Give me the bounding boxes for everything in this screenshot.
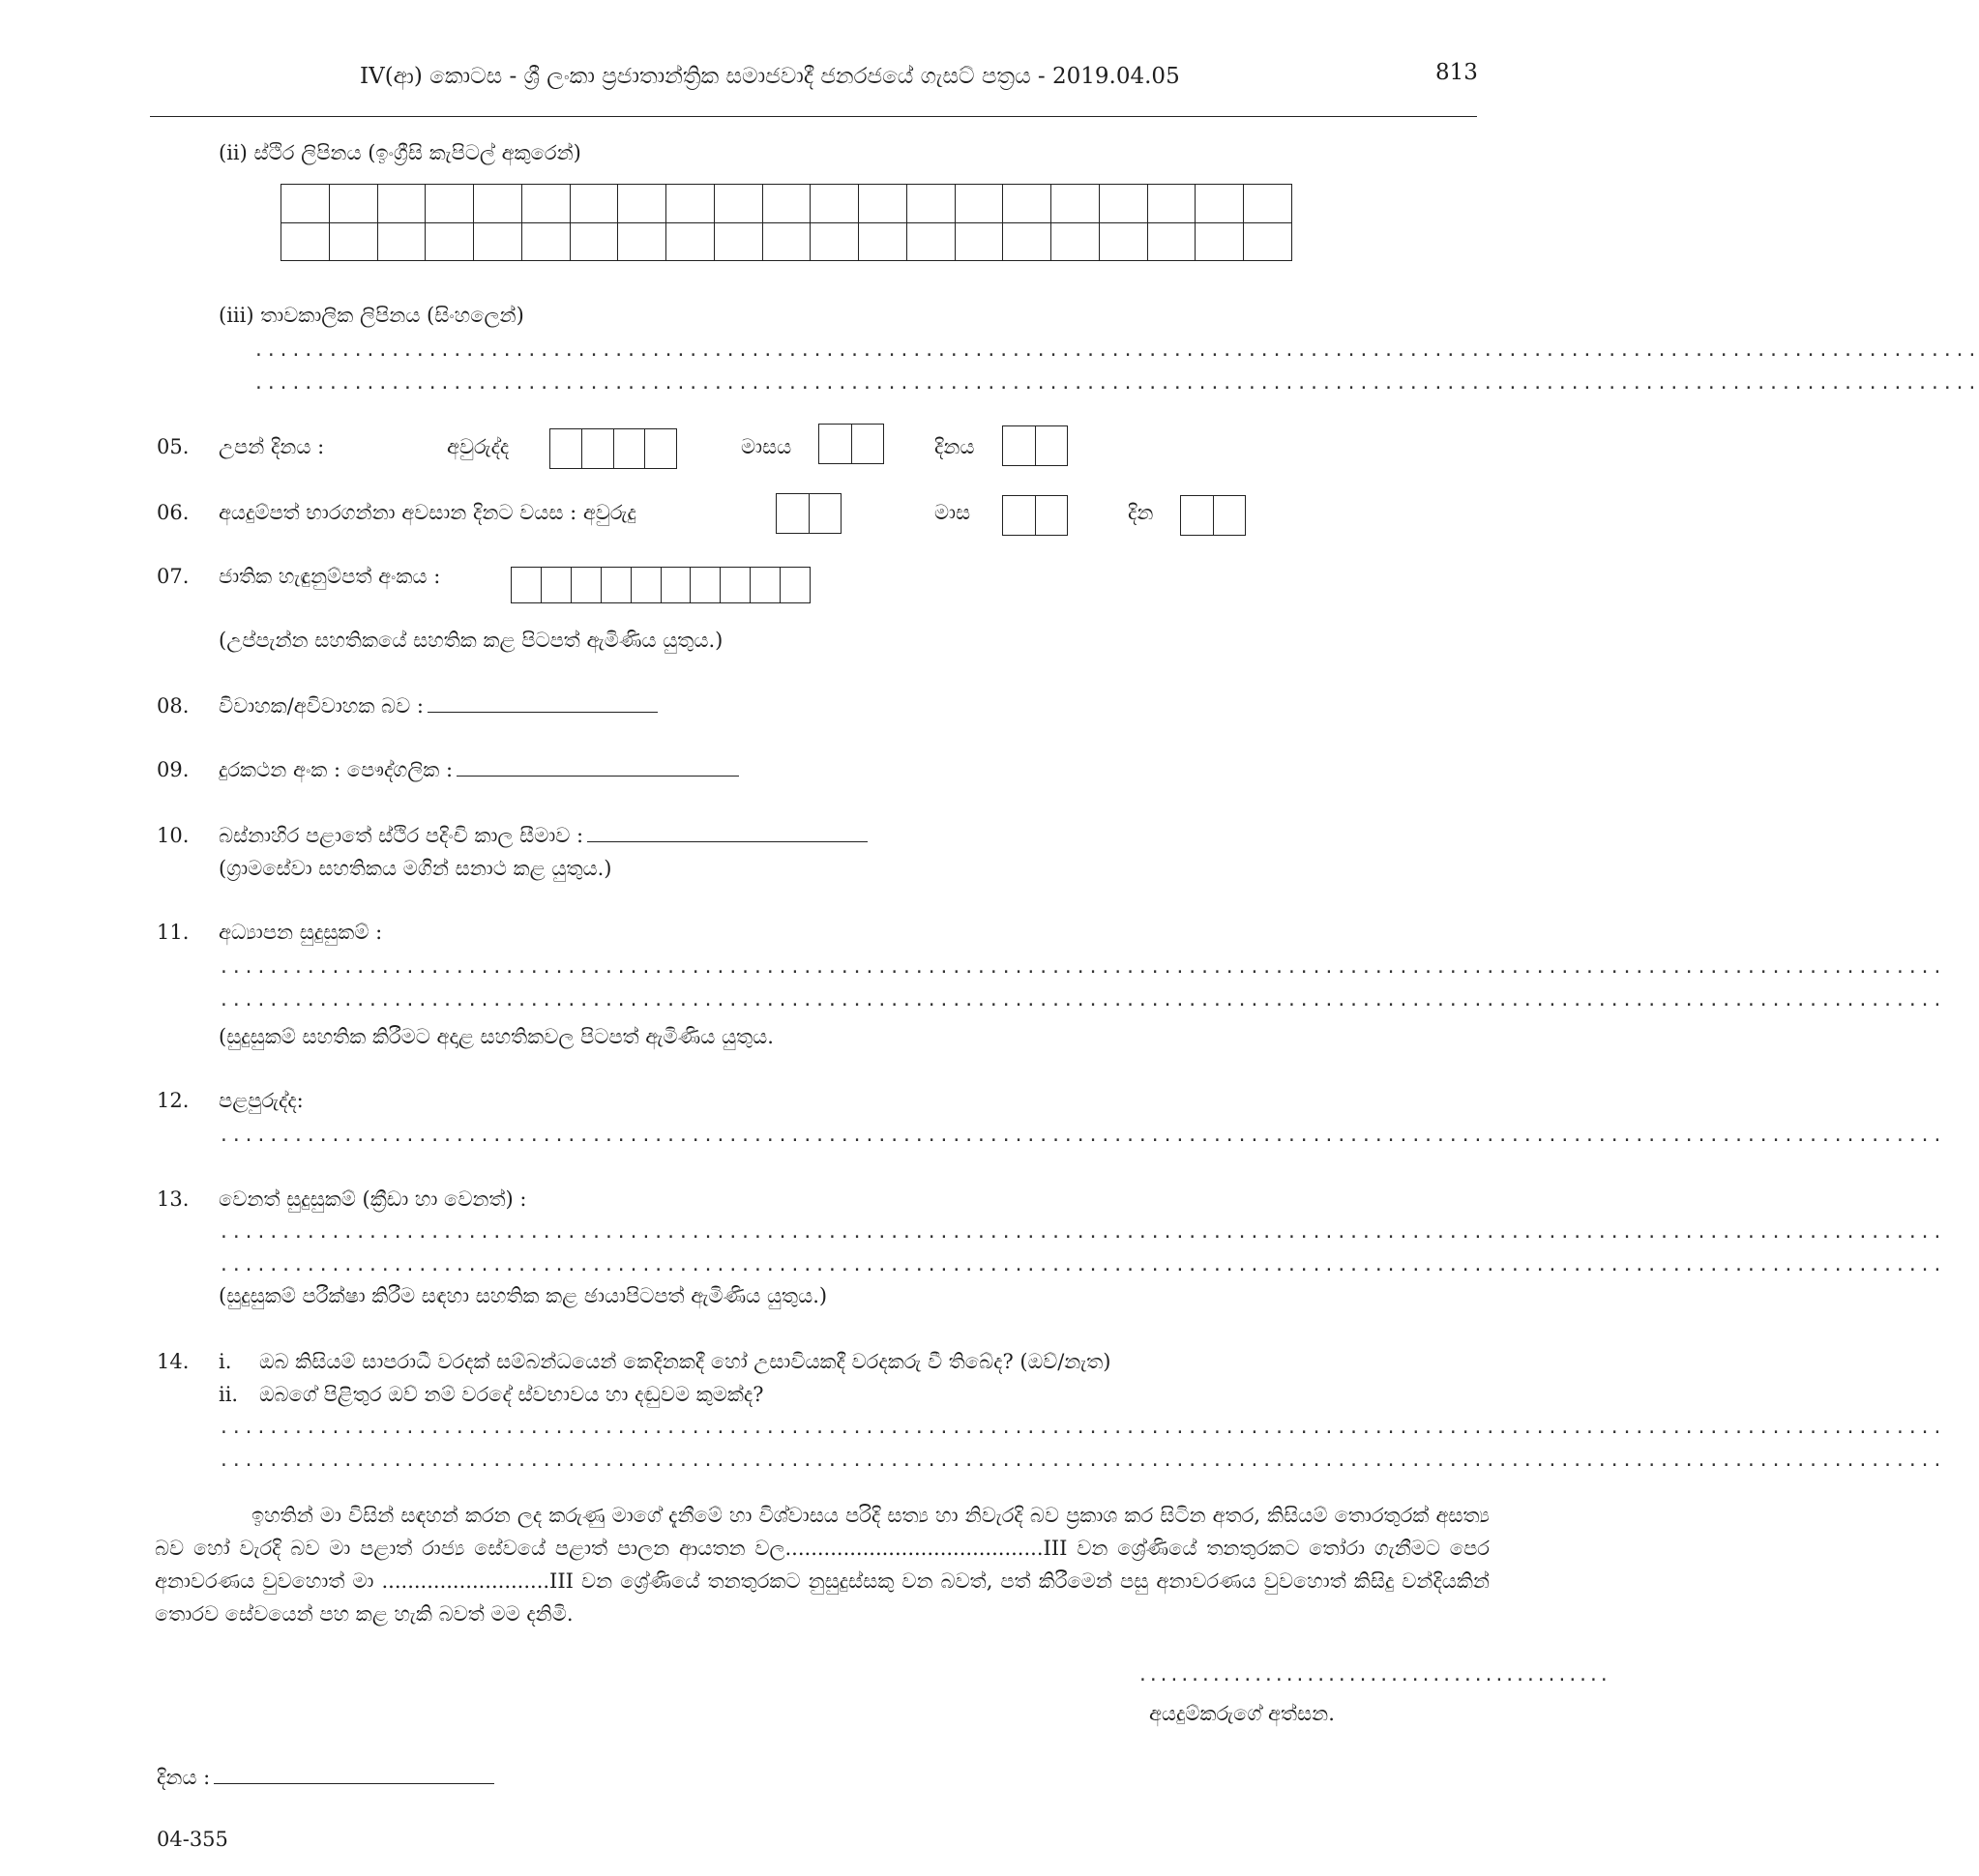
criminal-i-number: i. [219,1350,232,1373]
signature-label: අයදුම්කරුගේ අත්සන. [1149,1702,1335,1725]
address-grid-cell[interactable] [1244,222,1292,261]
address-grid-cell[interactable] [1196,185,1244,223]
date-field[interactable] [157,1764,494,1791]
address-grid-cell[interactable] [955,222,1003,261]
address-grid-cell[interactable] [1196,222,1244,261]
address-grid-cell[interactable] [666,222,715,261]
address-grid-cell[interactable] [906,222,955,261]
address-grid-cell[interactable] [811,222,859,261]
temporary-address-line-1[interactable]: ........................................................................................................................................... [253,340,1979,361]
dob-month-label: මාසය [741,435,792,458]
criminal-line-1[interactable]: ........................................................................................................................................... [219,1418,1945,1438]
dob-month-boxes[interactable] [818,424,884,464]
header-rule [150,116,1477,117]
dob-year-boxes[interactable] [549,428,677,469]
declaration-paragraph: ඉහතින් මා විසින් සඳහන් කරන ලද කරුණු මාගේ දැනීමේ හා විශ්වාසය පරිදි සත්‍ය හා නිවැරදි බව ප්‍රකාශ කර සිටින අතර, කිසියම් තොරතුරක් අසත්‍ය බව හෝ වැරදි බව මා පළාත් රාජ්‍ය සේවයේ පළාත් පාලන ආයතන වල........................................III වන ශ්‍රේණියේ තනතුරකට තෝරා ගැනීමට පෙර අනාවරණය වුවහොත් මා ..........................III වන ශ්‍රේණියේ තනතුරකට නුසුදුස්සකු වන බවත්, පත් කිරීමෙන් පසු අනාවරණය වුවහොත් කිසිදු වන්දියකින් තොරව සේවයෙන් පහ කළ හැකි බවත් මම දනිමි. [155,1504,1490,1626]
address-grid-cell[interactable] [474,222,522,261]
item-number-11: 11. [157,921,190,944]
other-qualifications-note: (සුදුසුකම් පරීක්ෂා කිරීම සඳහා සහතික කළ ඡායාපිටපත් ඇමිණිය යුතුය.) [219,1284,828,1307]
phone-blank[interactable] [457,776,739,777]
address-grid-cell[interactable] [906,185,955,223]
residence-blank[interactable] [587,841,868,842]
address-grid-cell[interactable] [618,222,666,261]
item-number-10: 10. [157,824,190,847]
experience-label: පළපුරුද්ද: [219,1089,304,1112]
item-number-06: 06. [157,501,190,524]
nic-note: (උප්පැන්න සහතිකයේ සහතික කළ පිටපත් ඇමිණිය යුතුය.) [219,629,724,652]
permanent-address-grid[interactable] [281,184,1292,261]
temporary-address-label: (iii) තාවකාලික ලිපිනය (සිංහලෙන්) [219,304,524,327]
phone-field[interactable] [219,756,739,783]
address-grid-cell[interactable] [762,185,811,223]
dob-day-label: දිනය [934,435,975,458]
education-note: (සුදුසුකම් සහතික කිරීමට අදාළ සහතිකවල පිටපත් ඇමිණිය යුතුය. [219,1025,774,1048]
address-grid-cell[interactable] [521,222,570,261]
phone-label: දුරකථන අංක : පෞද්ගලික : [219,758,454,781]
address-grid-cell[interactable] [521,185,570,223]
address-grid-cell[interactable] [1003,185,1051,223]
education-line-1[interactable]: ........................................................................................................................................... [219,957,1945,978]
date-label: දිනය : [157,1766,211,1789]
dob-day-boxes[interactable] [1002,425,1068,466]
residence-field[interactable] [219,822,868,849]
permanent-address-label: (ii) ස්ථිර ලිපිනය (ඉංග්‍රීසි කැපිටල් අකුරෙන්) [219,141,581,164]
address-grid-cell[interactable] [329,185,377,223]
address-grid-cell[interactable] [281,222,330,261]
address-grid-cell[interactable] [714,185,762,223]
address-grid-cell[interactable] [666,185,715,223]
age-day-label: දින [1128,501,1154,524]
footer-code: 04-355 [157,1828,228,1851]
temporary-address-line-2[interactable]: ........................................................................................................................................... [253,373,1979,394]
criminal-ii-number: ii. [219,1383,239,1406]
address-grid-cell[interactable] [474,185,522,223]
address-grid-cell[interactable] [426,185,474,223]
criminal-question-1: ඔබ කිසියම් සාපරාධී වරදක් සම්බන්ධයෙන් කෙදිනකදී හෝ උසාවියකදී වරදකරු වී තිබේද? (ඔව්/නැත) [259,1350,1111,1373]
item-number-07: 07. [157,565,190,588]
criminal-question-2: ඔබගේ පිළිතුර ඔව් නම් වරදේ ස්වභාවය හා දඬුවම කුමක්ද? [259,1383,764,1406]
item-number-13: 13. [157,1187,190,1211]
page-number: 813 [1435,60,1478,85]
item-number-08: 08. [157,694,190,718]
age-month-boxes[interactable] [1002,495,1068,536]
address-grid-cell[interactable] [1003,222,1051,261]
address-grid-cell[interactable] [329,222,377,261]
education-line-2[interactable]: ........................................................................................................................................... [219,990,1945,1011]
residence-label: බස්නාහිර පළාතේ ස්ථිර පදිංචි කාල සීමාව : [219,824,584,847]
address-grid-cell[interactable] [1051,222,1100,261]
age-month-label: මාස [934,501,971,524]
address-grid-cell[interactable] [1099,222,1147,261]
address-grid-cell[interactable] [859,185,907,223]
experience-line[interactable]: ........................................................................................................................................... [219,1126,1945,1146]
address-grid-cell[interactable] [377,222,426,261]
nic-label: ජාතික හැඳුනුම්පත් අංකය : [219,565,441,588]
address-grid-row [281,185,1292,223]
education-label: අධ්‍යාපන සුදුසුකම් : [219,921,383,944]
address-grid-cell[interactable] [1147,222,1196,261]
residence-note: (ග්‍රාමසේවා සහතිකය මගින් සනාථ කළ යුතුය.) [219,857,612,880]
item-number-09: 09. [157,758,190,781]
item-number-12: 12. [157,1089,190,1112]
marital-status-label: විවාහක/අවිවාහක බව : [219,694,424,718]
dob-label: උපන් දිනය : [219,435,325,458]
age-label: අයදුම්පත් භාරගන්නා අවසාන දිනට වයස : අවුරුදු [219,501,636,524]
other-qualifications-line-1[interactable]: ........................................................................................................................................... [219,1222,1945,1243]
item-number-14: 14. [157,1350,190,1373]
address-grid-cell[interactable] [618,185,666,223]
address-grid-cell[interactable] [570,185,618,223]
address-grid-row [281,222,1292,261]
address-grid-cell[interactable] [811,185,859,223]
address-grid-cell[interactable] [859,222,907,261]
address-grid-cell[interactable] [955,185,1003,223]
address-grid-cell[interactable] [426,222,474,261]
address-grid-cell[interactable] [762,222,811,261]
dob-year-label: අවුරුද්ද [447,435,510,458]
address-grid-cell[interactable] [570,222,618,261]
address-grid-cell[interactable] [377,185,426,223]
address-grid-cell[interactable] [281,185,330,223]
gazette-header: IV(ආ) කොටස - ශ්‍රී ලංකා ප්‍රජාතාන්ත්‍රික සමාජවාදී ජනරජයේ ගැසට් පත්‍රය - 2019.04.05 [360,64,1180,89]
other-qualifications-line-2[interactable]: ........................................................................................................................................... [219,1255,1945,1275]
age-year-boxes[interactable] [776,493,842,534]
address-grid-cell[interactable] [714,222,762,261]
address-grid-cell[interactable] [1099,185,1147,223]
marital-status-blank[interactable] [428,712,658,713]
age-day-boxes[interactable] [1180,495,1246,536]
signature-line[interactable]: ............................................. [1137,1665,1610,1685]
item-number-05: 05. [157,435,190,458]
address-grid-cell[interactable] [1147,185,1196,223]
nic-boxes[interactable] [511,567,811,603]
marital-status-field[interactable] [219,692,658,719]
address-grid-cell[interactable] [1051,185,1100,223]
criminal-line-2[interactable]: ........................................................................................................................................... [219,1451,1945,1471]
date-blank[interactable] [214,1783,494,1784]
address-grid-cell[interactable] [1244,185,1292,223]
other-qualifications-label: වෙනත් සුදුසුකම් (ක්‍රීඩා හා වෙනත්) : [219,1187,527,1211]
